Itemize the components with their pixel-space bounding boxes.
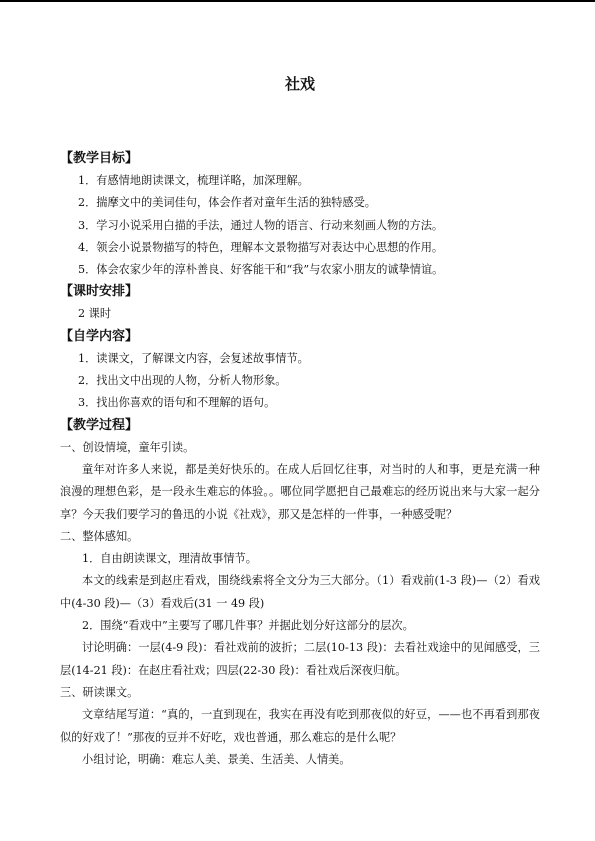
schedule-text: 2 课时 — [78, 307, 112, 321]
self-study-item: 3．找出你喜欢的语句和不理解的语句。 — [78, 396, 276, 410]
self-study-item: 1．读课文，了解课文内容，会复述故事情节。 — [78, 351, 309, 365]
process-paragraph: 小组讨论，明确：难忘人美、景美、生活美、人情美。 — [82, 752, 351, 766]
process-step-heading: 一、创设情境，童年引读。 — [60, 440, 195, 454]
process-paragraph: 2．围绕“看戏中”主要写了哪几件事？并据此划分好这部分的层次。 — [82, 619, 414, 633]
goal-item: 1．有感情地朗读课文，梳理详略，加深理解。 — [78, 174, 309, 187]
top-border-line — [0, 0, 595, 2]
document-title: 社戏 — [284, 75, 315, 93]
process-step-heading: 二、整体感知。 — [60, 529, 139, 543]
document-page — [60, 74, 540, 771]
section-heading-self-study: 【自学内容】 — [60, 328, 139, 344]
section-heading-process: 【教学过程】 — [60, 417, 139, 433]
goal-item: 4．领会小说景物描写的特色，理解本文景物描写对表达中心思想的作用。 — [78, 240, 444, 254]
process-paragraph: 童年对许多人来说，都是美好快乐的。在成人后回忆往事，对当时的人和事，更是充满一种浪漫的理想色彩，是一段永生难忘的体验。。哪位同学愿把自己最难忘的经历说出来与大家一起分享？今天我们要学习的鲁迅的小说《社戏》，那又是怎样的一件事，一种感受呢？ — [60, 462, 540, 521]
process-step-heading: 三、研读课文。 — [60, 685, 139, 699]
process-paragraph: 本文的线索是到赵庄看戏，围绕线索将全文分为三大部分。（1）看戏前(1-3 段)—（2）看戏中(4-30 段)—（3）看戏后(31 一 49 段) — [60, 574, 540, 610]
section-heading-goals: 【教学目标】 — [60, 151, 139, 166]
section-heading-schedule: 【课时安排】 — [60, 284, 139, 300]
process-paragraph: 讨论明确：一层(4-9 段)：看社戏前的波折；二层(10-13 段)：去看社戏途中的见闻感受，三层(14-21 段)：在赵庄看社戏；四层(22-30 段)：看社戏后深夜归航。 — [60, 641, 540, 677]
goal-item: 5．体会农家少年的淳朴善良、好客能干和“我”与农家小朋友的诚挚情谊。 — [78, 263, 444, 277]
self-study-item: 2．找出文中出现的人物，分析人物形象。 — [78, 374, 287, 388]
process-paragraph: 文章结尾写道：“真的，一直到现在，我实在再没有吃到那夜似的好豆，——也不再看到那夜似的好戏了！”那夜的豆并不好吃，戏也普通，那么难忘的是什么呢？ — [60, 708, 540, 744]
goal-item: 3．学习小说采用白描的手法，通过人物的语言、行动来刻画人物的方法。 — [78, 218, 444, 232]
goal-item: 2．揣摩文中的美词佳句，体会作者对童年生活的独特感受。 — [78, 196, 376, 210]
process-paragraph: 1．自由朗读课文，理清故事情节。 — [82, 552, 257, 566]
